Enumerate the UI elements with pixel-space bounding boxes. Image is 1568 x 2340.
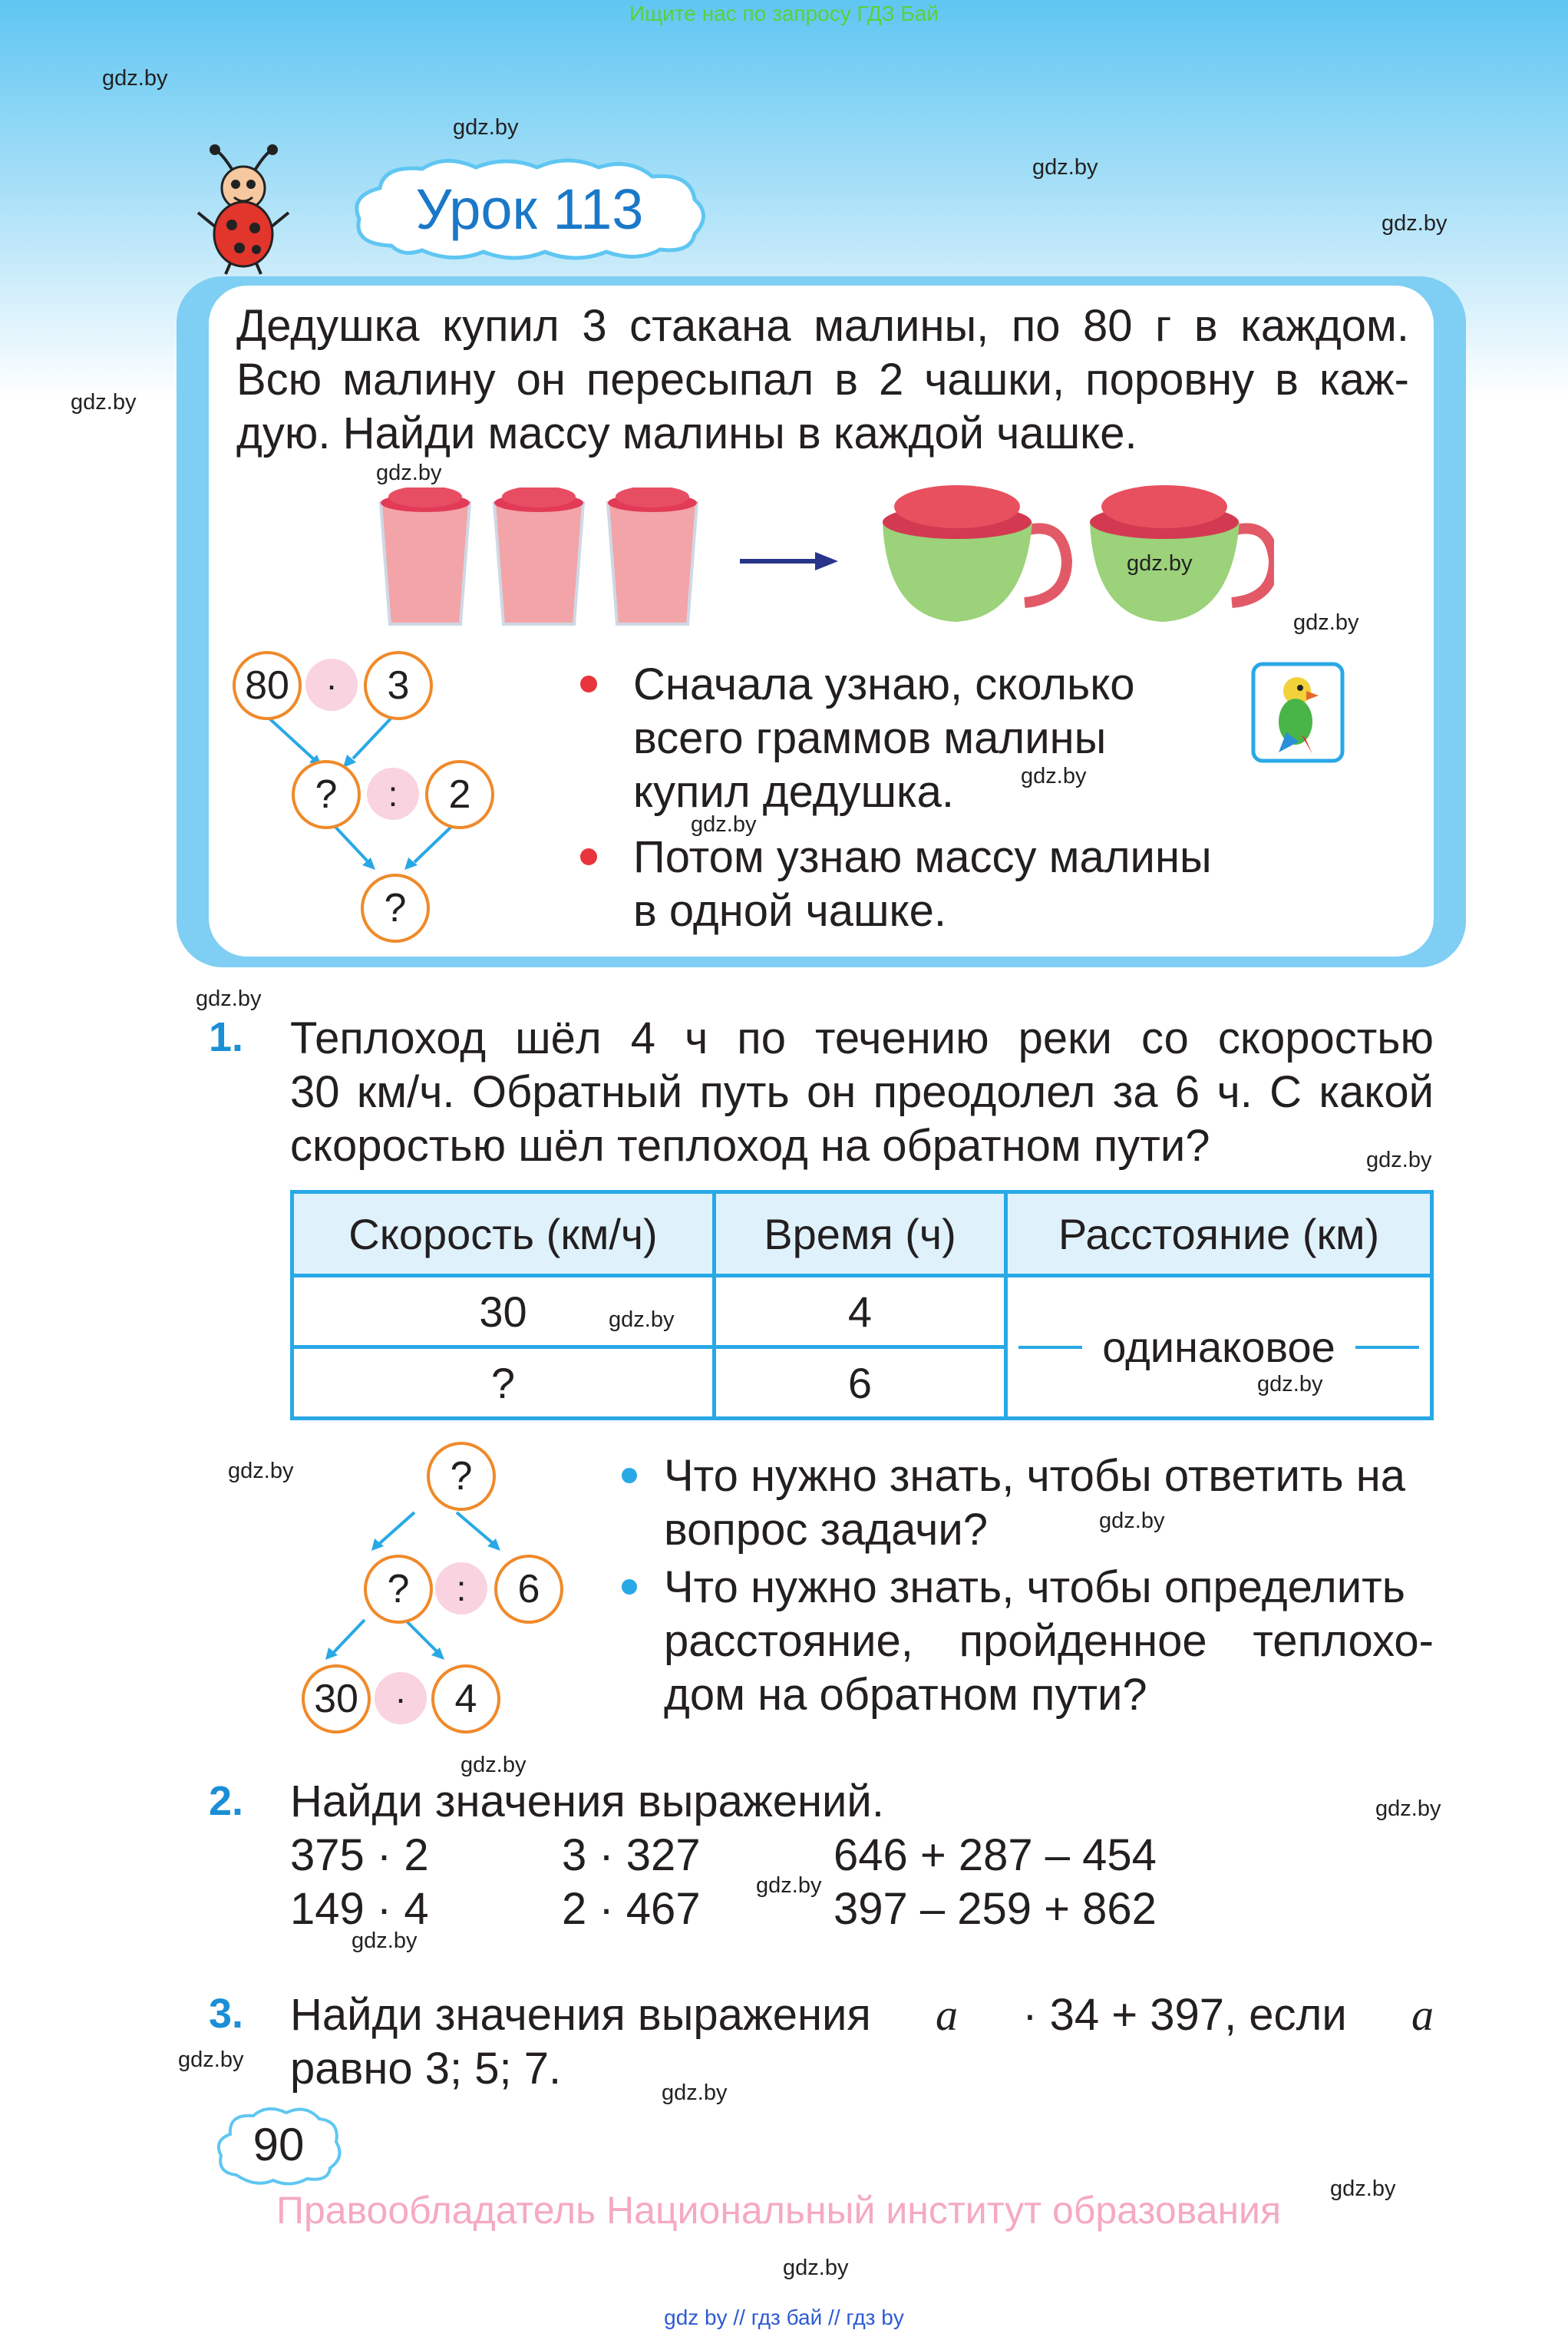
expr-2-1: 149 · 4 — [290, 1884, 429, 1934]
arrow-right-icon — [738, 550, 842, 573]
watermark: gdz.by — [1032, 155, 1098, 180]
scheme-circle-q: ? — [292, 760, 361, 829]
watermark: gdz.by — [1127, 551, 1193, 576]
scheme-circle-top-q: ? — [427, 1442, 496, 1511]
watermark: gdz.by — [1366, 1148, 1432, 1172]
ladybug-mascot-icon — [192, 142, 299, 276]
col-header-distance: Расстояние (км) — [1006, 1192, 1432, 1276]
parrot-hint-icon — [1251, 662, 1345, 763]
scheme-op-multiply: · — [375, 1672, 427, 1724]
task3-text-a: Найди значения выражения — [290, 1990, 871, 2040]
watermark: gdz.by — [1293, 610, 1359, 635]
task3-var-a2: a — [1411, 1990, 1434, 2040]
task3-var-a: a — [936, 1990, 959, 2040]
lesson-title: Урок 113 — [415, 177, 644, 241]
intro-line-3: дую. Найди массу малины в каждой чашке. — [236, 408, 1137, 458]
bullet-icon — [622, 1468, 637, 1483]
expr-1-3: 646 + 287 – 454 — [834, 1830, 1157, 1880]
watermark: gdz.by — [453, 115, 519, 140]
watermark: gdz.by — [783, 2256, 849, 2280]
page-number: 90 — [253, 2118, 305, 2170]
watermark: gdz.by — [352, 1929, 418, 1953]
bullet-icon — [580, 676, 597, 692]
distance-label: одинаковое — [1082, 1323, 1355, 1371]
question2-line-3: дом на обратном пути? — [664, 1670, 1147, 1720]
scheme-op-multiply: · — [305, 659, 358, 711]
watermark: gdz.by — [1330, 2176, 1396, 2201]
question2-line-2: расстояние, пройденное теплохо- — [664, 1616, 1434, 1666]
cell-speed-1: 30 — [292, 1276, 715, 1347]
step2-line-2: в одной чашке. — [633, 886, 946, 936]
task1-line-1: Теплоход шёл 4 ч по течению реки со скоростью — [290, 1013, 1434, 1063]
expr-2-2: 2 · 467 — [562, 1884, 701, 1934]
step1-line-2: всего граммов малины — [633, 713, 1107, 763]
task3-line-1 — [290, 1988, 1434, 2042]
watermark: gdz.by — [376, 461, 442, 485]
expr-1-1: 375 · 2 — [290, 1830, 429, 1880]
col-header-speed: Скорость (км/ч) — [292, 1192, 715, 1276]
watermark: gdz.by — [102, 66, 168, 91]
scheme-circle-3: 3 — [364, 651, 433, 720]
task3-line-2: равно 3; 5; 7. — [290, 2044, 562, 2094]
watermark: gdz.by — [1375, 1796, 1441, 1821]
bullet-icon — [622, 1579, 637, 1595]
scheme-circle-4: 4 — [431, 1664, 500, 1734]
search-banner: Ищите нас по запросу ГДЗ Бай — [629, 2, 939, 25]
cell-distance-shared — [1006, 1276, 1432, 1419]
step2-line-1: Потом узнаю массу малины — [633, 832, 1212, 882]
task3-number: 3. — [209, 1991, 244, 2037]
scheme-op-divide: : — [367, 768, 419, 820]
watermark: gdz.by — [460, 1753, 527, 1777]
intro-line-2: Всю малину он пересыпал в 2 чашки, поровну в каж- — [236, 355, 1409, 405]
cell-time-2: 6 — [715, 1347, 1006, 1419]
question2-line-1: Что нужно знать, чтобы определить — [664, 1562, 1405, 1612]
watermark: gdz.by — [691, 812, 757, 837]
watermark: gdz.by — [756, 1873, 822, 1898]
task2-title: Найди значения выражений. — [290, 1776, 884, 1826]
expr-2-3: 397 – 259 + 862 — [834, 1884, 1157, 1934]
question1-line-1: Что нужно знать, чтобы ответить на — [664, 1451, 1406, 1501]
col-header-time: Время (ч) — [715, 1192, 1006, 1276]
question1-line-2: вопрос задачи? — [664, 1505, 989, 1555]
task1-line-2: 30 км/ч. Обратный путь он преодолел за 6 ч. С какой — [290, 1067, 1434, 1117]
scheme-circle-2: 2 — [425, 760, 494, 829]
scheme-op-divide: : — [435, 1562, 487, 1615]
scheme-circle-6: 6 — [494, 1555, 563, 1624]
watermark: gdz.by — [609, 1307, 675, 1332]
task2-number: 2. — [209, 1778, 244, 1824]
task1-line-3: скоростью шёл теплоход на обратном пути? — [290, 1121, 1210, 1171]
watermark: gdz.by — [1021, 764, 1087, 788]
watermark: gdz.by — [228, 1459, 294, 1483]
raspberry-glasses-icon — [375, 488, 705, 630]
step1-line-1: Сначала узнаю, сколько — [633, 659, 1135, 709]
watermark: gdz.by — [1381, 211, 1448, 236]
cell-speed-2: ? — [292, 1347, 715, 1419]
intro-line-1: Дедушка купил 3 стакана малины, по 80 г в каждом. — [236, 301, 1409, 351]
expr-1-2: 3 · 327 — [562, 1830, 701, 1880]
bullet-icon — [580, 848, 597, 865]
task1-number: 1. — [209, 1014, 244, 1060]
watermark: gdz.by — [71, 390, 137, 415]
footer-links[interactable]: gdz by // гдз бай // гдз by — [664, 2305, 904, 2329]
watermark: gdz.by — [1257, 1372, 1323, 1396]
scheme-circle-30: 30 — [302, 1664, 371, 1734]
watermark: gdz.by — [196, 987, 262, 1011]
task3-text-b: · 34 + 397, если — [1022, 1990, 1347, 2040]
copyright-notice: Правообладатель Национальный институт образования — [276, 2189, 1282, 2232]
watermark: gdz.by — [178, 2048, 244, 2072]
watermark: gdz.by — [1099, 1509, 1165, 1533]
watermark: gdz.by — [662, 2081, 728, 2105]
scheme-circle-result: ? — [361, 874, 430, 943]
scheme-circle-80: 80 — [233, 651, 302, 720]
step1-line-3: купил дедушка. — [633, 767, 955, 817]
scheme-circle-mid-q: ? — [364, 1555, 433, 1624]
cell-time-1: 4 — [715, 1276, 1006, 1347]
raspberry-cups-icon — [875, 476, 1274, 630]
